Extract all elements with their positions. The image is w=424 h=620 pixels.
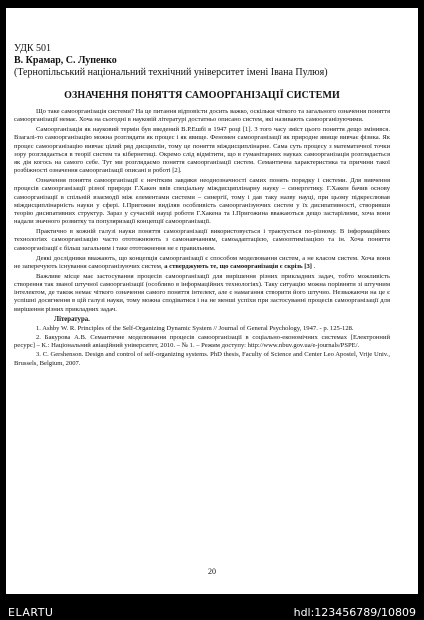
footer-repository-label: ELARTU [8,606,54,619]
footer-handle: hdl:123456789/10809 [293,606,416,619]
reference-1: 1. Ashby W. R. Principles of the Self-Organizing Dynamic System // Journal of General Psychology, 1947. - p. 125-128. [36,324,354,332]
page-number: 20 [208,567,216,576]
paragraph-5 [14,255,390,271]
article-title: ОЗНАЧЕННЯ ПОНЯТТЯ САМООРГАНІЗАЦІЇ СИСТЕМИ [64,90,340,101]
affiliation: (Тернопільський національний технічний університет імені Івана Пулюя) [14,67,328,78]
paragraph-3: Означення поняття самоорганізації є нечітким завдяки неоднозначності самих понять порядку і системи. Для вивчення процесів самоорганізації різної природи Г.Хакен ввів спеціальну міждисциплінарну науку – синергетику. Г.Хакен бачив основу самоорганізації в спільній взаємодії між елементами системи – синергії, тому і дав таку назву науці, при цьому підкреслював міждисциплінарність науки у сфері. І.Пригожин виділяв особливість самоорганізуючих систем у їх дисипативності, створивши теорію дисипативних структур. Зараз у сучасній науці роботи Г.Хакена та І.Пригожина вважаються дещо застарілими, хоча вони надали значного розвитку та популяризації концепції самоорганізації. [14,177,390,226]
udc-code: УДК 501 [14,43,52,54]
paragraph-5-emphasis: а стверджують те, що самоорганізація є скрізь [3] [164,262,312,270]
reference-2: 2. Бакурова А.В. Семантичне моделювання процесів самоорганізації в соціально-економічних системах [Електронний ресурс] – К.: Національний авіаційний університет, 2010. – № 1. – Режим доступу: http://www.nbuv.gov.ua/e-journals/PSPE/. [14,334,390,350]
paragraph-5-start: Деякі дослідники вважають, що концепція самоорганізації є способом моделювання систем, а не класом систем. Хоча вони не заперечують існування самоорганізуючих систем, [14,254,390,270]
article-content [14,43,390,369]
reference-3: 3. C. Gershenson. Design and control of self-organizing systems. PhD thesis, Faculty of Science and Center Leo Apostel, Vrije Univ., Brussels, Belgium, 2007. [14,351,390,367]
paragraph-1: Що таке самоорганізація системи? На це питання відповісти досить важко, оскільки чіткого та загального означення поняття самоорганізації немає. Хоча на сьогодні в науковій літературі достатньо описано систем, які називають самоорганізуючими. [14,108,390,124]
paragraph-4: Практично в кожній галузі науки поняття самоорганізації використовується і трактується по-різному. В інформаційних технологіях самоорганізацію часто ототожнюють з самонавчанням, самоадаптацією, самооптимізацією та ін. Хоча поняття самоорганізації є більш загальним і таке ототожнення не є правильним. [14,228,390,252]
authors: В. Крамар, С. Лупенко [14,55,117,66]
paragraph-6: Важливе місце має застосування процесів самоорганізації для вирішення різних прикладних задач, тобто можливість створення так званої штучної самоорганізації (особливо в інформаційних технологіях). Таку ситуацію можна порівняти зі штучним інтелектом, де також немає чіткого означення самого поняття інтелект, але є намагання створити його штучно. Незважаючи на це є успішні досягнення в цій галузі науки, тому можна сподіватися і на не менші успіхи при застосуванні процесів самоорганізації для вирішення різних прикладних задач. [14,272,390,313]
paragraph-2: Самоорганізація як науковий термін був введений В.Р.Ешбі в 1947 році [1]. З того часу зміст цього поняття дещо змінився. Взагалі-то самоорганізацію можна розглядати як процес і як явище. Феномен самоорганізації як природне явище вивчає фізика. Як процес самоорганізацію вивчає цілий ряд дисциплін, тому це поняття міждисциплінарне. Сама суть процесу з математичної точки зору розглядається в теорії систем та кібернетиці. Окремо слід відмітити, що в гуманітарних науках самоорганізація розглядається як дія когось на самого себе. Тут ми розглядаємо поняття самоорганізації систем. Семантична характеристика та причини такої розбіжності означення самоорганізації описані в роботі [2]. [14,126,390,175]
paragraph-5-end: . [312,262,316,270]
literature-heading: Література. [54,315,90,323]
